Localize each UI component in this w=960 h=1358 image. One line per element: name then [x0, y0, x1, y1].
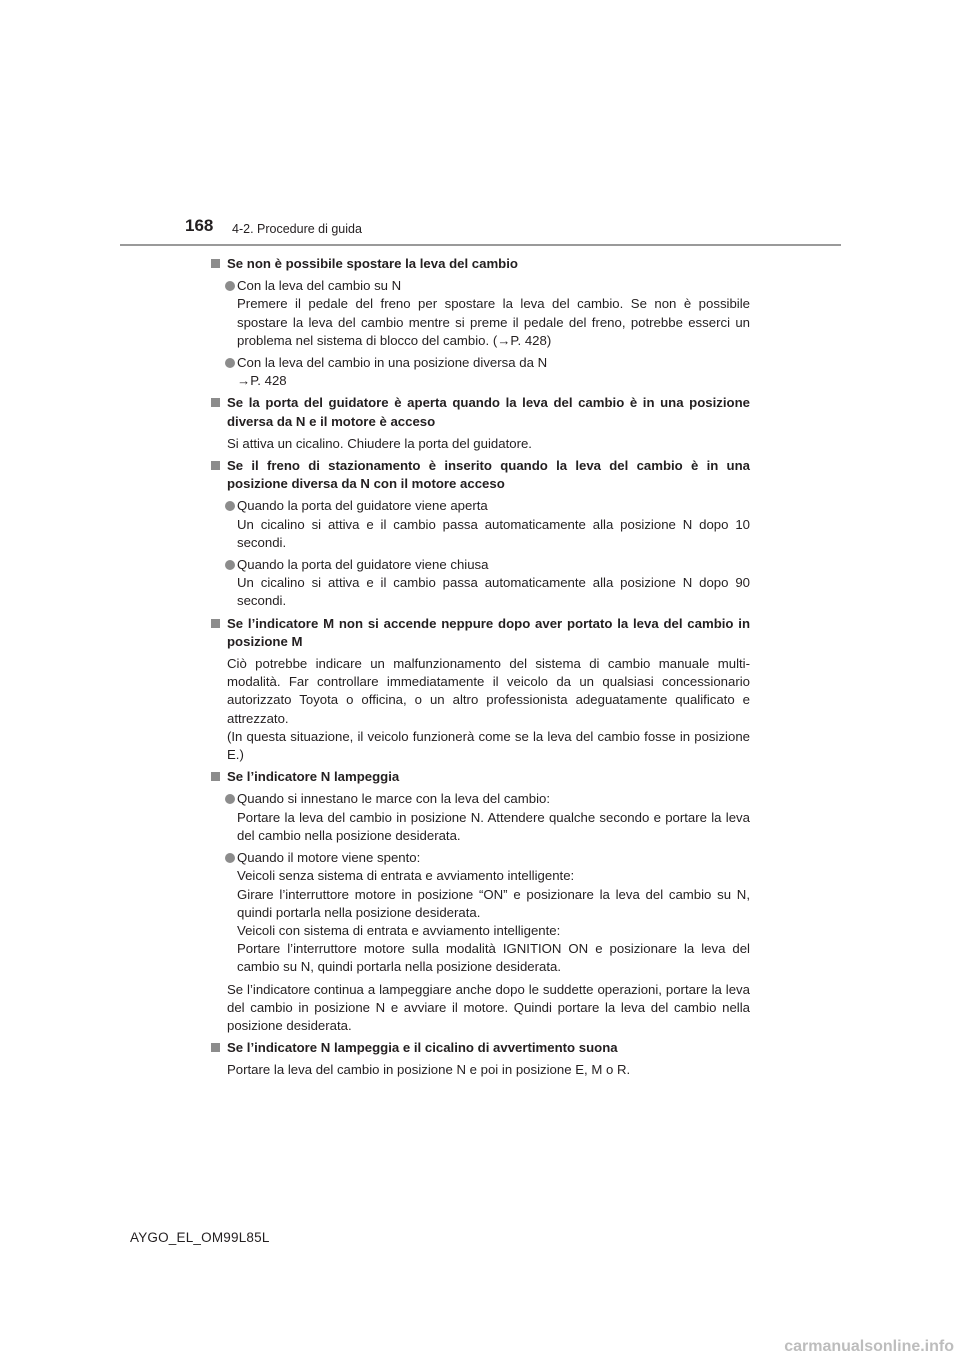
section-text: Ciò potrebbe indicare un malfunzionamento del sistema di cambio manuale multi-modalità. Far controllare immediatamente il veicolo da un qualsiasi concessionario autorizzato Toyota o officina, o un altro professionista adeguatamente qualificato e attrezzato. (In questa situazione, il veicolo funzionerà come se la leva del cambio fosse in posizione E.) [227, 656, 750, 763]
watermark: carmanualsonline.info [784, 1338, 954, 1355]
item-text: Portare l’interruttore motore sulla modalità IGNITION ON e posizionare la leva del cambio su N, quindi portarla nella posizione desiderata. [237, 941, 750, 975]
item-title: Quando il motore viene spento: [237, 850, 421, 866]
chapter-title: 4-2. Procedure di guida [232, 222, 362, 236]
item-title: Quando la porta del guidatore viene aperta [237, 498, 488, 514]
item-subtitle: Veicoli con sistema di entrata e avviamento intelligente: [237, 922, 561, 938]
section-text: Se l’indicatore continua a lampeggiare anche dopo le suddette operazioni, portare la leva del cambio in posizione N e avviare il motore. Quindi portare la leva del cambio nella posizione desiderata. [227, 981, 750, 1033]
item-text: Girare l’interruttore motore in posizione “ON” e posizionare la leva del cambio su N, quindi portarla nella posizione desiderata. [237, 886, 750, 920]
section-heading: Se il freno di stazionamento è inserito quando la leva del cambio è in una posizione diversa da N con il motore acceso [210, 457, 750, 493]
section-indicator-n-flashing [210, 768, 750, 1035]
square-bullet-icon [211, 398, 220, 407]
square-bullet-icon [211, 259, 220, 268]
header-rule [120, 244, 841, 246]
circle-bullet-icon [225, 794, 235, 804]
page-number: 168 [185, 216, 214, 235]
square-bullet-icon [211, 1043, 220, 1052]
section-heading: Se l’indicatore N lampeggia [210, 768, 750, 786]
section-text: Si attiva un cicalino. Chiudere la porta del guidatore. [227, 435, 532, 451]
section-heading: Se la porta del guidatore è aperta quando la leva del cambio è in una posizione diversa da N e il motore è acceso [210, 394, 750, 430]
item-title: Quando si innestano le marce con la leva del cambio: [237, 791, 551, 807]
section-text: Portare la leva del cambio in posizione N e poi in posizione E, M o R. [227, 1062, 631, 1078]
square-bullet-icon [211, 772, 220, 781]
circle-bullet-icon [225, 281, 235, 291]
circle-bullet-icon [225, 560, 235, 570]
section-parking-brake [210, 457, 750, 611]
page-header [0, 0, 960, 250]
list-item [210, 556, 750, 611]
list-item [210, 277, 750, 350]
section-indicator-n-buzzer [210, 1039, 750, 1079]
manual-code: AYGO_EL_OM99L85L [130, 1230, 270, 1245]
item-text: Un cicalino si attiva e il cambio passa automaticamente alla posizione N dopo 10 secondi. [237, 516, 750, 550]
item-text: Premere il pedale del freno per spostare la leva del cambio. Se non è possibile spostare la leva del cambio mentre si preme il pedale del freno, potrebbe esserci un problema nel sistema di blocco del cambio. (→P. 428) [237, 296, 750, 348]
item-subtitle: Veicoli senza sistema di entrata e avviamento intelligente: [237, 868, 575, 884]
item-title: Con la leva del cambio su N [237, 278, 402, 294]
square-bullet-icon [211, 461, 220, 470]
circle-bullet-icon [225, 501, 235, 511]
item-text: →P. 428 [237, 373, 287, 389]
section-heading: Se non è possibile spostare la leva del cambio [210, 255, 750, 273]
page-content [210, 255, 750, 1084]
section-driver-door-open [210, 394, 750, 453]
section-shift-lever-stuck [210, 255, 750, 390]
circle-bullet-icon [225, 853, 235, 863]
list-item [210, 497, 750, 552]
square-bullet-icon [211, 619, 220, 628]
item-text: Portare la leva del cambio in posizione N. Attendere qualche secondo e portare la leva del cambio nella posizione desiderata. [237, 809, 750, 843]
circle-bullet-icon [225, 358, 235, 368]
list-item [210, 849, 750, 976]
item-text: Un cicalino si attiva e il cambio passa automaticamente alla posizione N dopo 90 secondi. [237, 575, 750, 609]
section-heading: Se l’indicatore M non si accende neppure dopo aver portato la leva del cambio in posizione M [210, 615, 750, 651]
list-item [210, 354, 750, 390]
section-indicator-m [210, 615, 750, 765]
item-title: Quando la porta del guidatore viene chiusa [237, 557, 489, 573]
list-item [210, 790, 750, 845]
section-heading: Se l’indicatore N lampeggia e il cicalino di avvertimento suona [210, 1039, 750, 1057]
item-title: Con la leva del cambio in una posizione diversa da N [237, 355, 548, 371]
